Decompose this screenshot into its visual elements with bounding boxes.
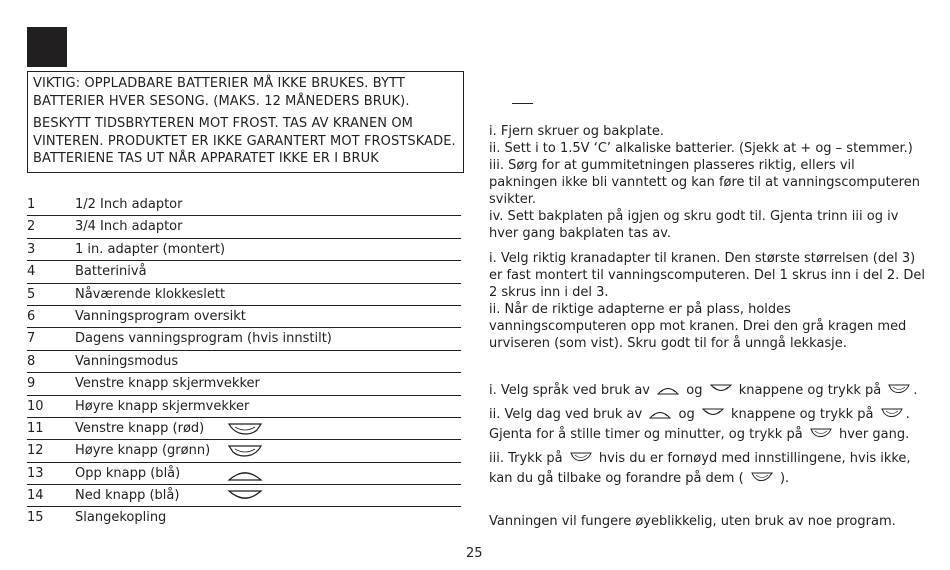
part-label: 1/2 Inch adaptor [75, 197, 183, 212]
part-number: 9 [27, 376, 36, 392]
parts-list-item [27, 328, 461, 350]
final-note [489, 513, 925, 530]
parts-list-item [27, 239, 461, 261]
part-label: Venstre knapp (rød) [75, 420, 205, 436]
right-button-icon [570, 451, 592, 464]
battery-step: i. Fjern skruer og bakplate. [489, 124, 664, 139]
right-button-icon [888, 383, 910, 396]
part-label: Dagens vanningsprogram (hvis innstilt) [75, 331, 332, 347]
battery-step: iv. Sett bakplaten på igjen og skru godt til. Gjenta trinn iii og iv hver gang bakplaten tas av. [489, 209, 899, 241]
step-text: hver gang. [838, 427, 910, 442]
section-divider [512, 103, 533, 104]
up-button-icon [657, 383, 679, 396]
parts-list-item [27, 463, 461, 485]
part-number: 12 [27, 443, 44, 459]
part-number: 4 [27, 264, 36, 280]
warning-box [27, 71, 464, 173]
parts-list-item [27, 351, 461, 373]
up-button-icon [649, 407, 671, 420]
setup-step-confirm [489, 449, 925, 489]
final-note-text: Vanningen vil fungere øyeblikkelig, uten bruk av noe program. [489, 514, 896, 529]
battery-step: ii. Sett i to 1.5V ‘C’ alkaliske batterier. (Sjekk at + og – stemmer.) [489, 141, 913, 156]
step-text: ii. Velg dag ved bruk av [489, 407, 643, 422]
setup-step-day [489, 405, 925, 445]
step-text: og [686, 383, 703, 398]
page-number: 25 [466, 546, 483, 561]
step-text: hvis du er fornøyd med innstillingene, hvis ikke, kan du gå tilbake og forandre på dem ( [489, 451, 911, 486]
step-text: knappene og trykk på [730, 407, 874, 422]
part-label: Batterinivå [75, 264, 147, 280]
step-text: iii. Trykk på [489, 451, 563, 466]
step-text: ). [779, 471, 790, 486]
parts-list-item [27, 194, 461, 216]
right-button-icon [881, 407, 903, 420]
part-number: 5 [27, 286, 36, 302]
up-button-icon [227, 466, 263, 483]
parts-list-item [27, 485, 461, 507]
part-label: Vanningsmodus [75, 353, 179, 369]
parts-list-item [27, 284, 461, 306]
part-label: Ned knapp (blå) [75, 488, 180, 504]
part-label: Vanningsprogram oversikt [75, 308, 246, 324]
down-button-icon [227, 488, 263, 505]
left-button-icon [227, 421, 263, 438]
parts-list-item [27, 418, 461, 440]
warning-frost-text: BESKYTT TIDSBRYTEREN MOT FROST. TAS AV KRANEN OM VINTEREN. PRODUKTET ER IKKE GARANTERT MOT FROSTSKADE. BATTERIENE TAS UT NÅR APPARATET IKKE ER I BRUK [33, 116, 456, 166]
battery-steps [489, 123, 925, 242]
step-text: knappene og trykk på [738, 383, 882, 398]
battery-step: iii. Sørg for at gummitetningen plasseres riktig, ellers vil pakningen ikke bli vanntett og kan føre til at vanningscomputeren svikter. [489, 158, 920, 207]
step-text: . [905, 407, 910, 422]
tap-step: ii. Når de riktige adapterne er på plass, holdes vanningscomputeren opp mot kranen. Drei den grå kragen med urviseren (som vist). Skru godt til for å unngå lekkasje. [489, 302, 907, 351]
right-button-icon [810, 427, 832, 440]
down-button-icon [702, 407, 724, 420]
warning-battery-text: VIKTIG: OPPLADBARE BATTERIER MÅ IKKE BRUKES. BYTT BATTERIER HVER SESONG. (MAKS. 12 MÅNEDERS BRUK). [33, 76, 410, 109]
part-number: 7 [27, 331, 36, 347]
step-text: Gjenta for å stille timer og minutter, og trykk på [489, 427, 803, 442]
parts-list-item [27, 261, 461, 283]
part-number: 15 [27, 510, 44, 526]
part-number: 8 [27, 353, 36, 369]
parts-list-item [27, 306, 461, 328]
right-button-icon [227, 443, 263, 460]
part-number: 2 [27, 219, 36, 235]
part-number: 11 [27, 420, 44, 436]
left-button-icon [751, 471, 773, 484]
part-number: 13 [27, 465, 44, 481]
down-button-icon [710, 383, 732, 396]
step-text: i. Velg språk ved bruk av [489, 383, 650, 398]
tap-steps [489, 250, 925, 352]
part-label: Nåværende klokkeslett [75, 286, 226, 302]
parts-list-item [27, 507, 461, 529]
setup-step-language [489, 381, 925, 401]
setup-steps [489, 381, 925, 489]
part-label: Høyre knapp skjermvekker [75, 398, 250, 414]
part-label: Høyre knapp (grønn) [75, 443, 211, 459]
part-number: 14 [27, 488, 44, 504]
part-number: 10 [27, 398, 44, 414]
part-number: 6 [27, 308, 36, 324]
parts-list-item [27, 216, 461, 238]
parts-list-item [27, 373, 461, 395]
part-label: Opp knapp (blå) [75, 465, 181, 481]
part-label: Venstre knapp skjermvekker [75, 376, 260, 392]
step-text: og [678, 407, 695, 422]
tap-step: i. Velg riktig kranadapter til kranen. Den største størrelsen (del 3) er fast montert til vanningscomputeren. Del 1 skrus inn i del 2. Del 2 skrus inn i del 3. [489, 251, 925, 300]
parts-list-item [27, 440, 461, 462]
part-label: 1 in. adapter (montert) [75, 241, 226, 257]
parts-list [27, 194, 461, 530]
part-label: Slangekopling [75, 510, 167, 526]
parts-list-item [27, 396, 461, 418]
step-text: . [913, 383, 918, 398]
section-marker-block [27, 27, 67, 67]
part-label: 3/4 Inch adaptor [75, 219, 183, 235]
part-number: 3 [27, 241, 36, 257]
part-number: 1 [27, 197, 36, 212]
